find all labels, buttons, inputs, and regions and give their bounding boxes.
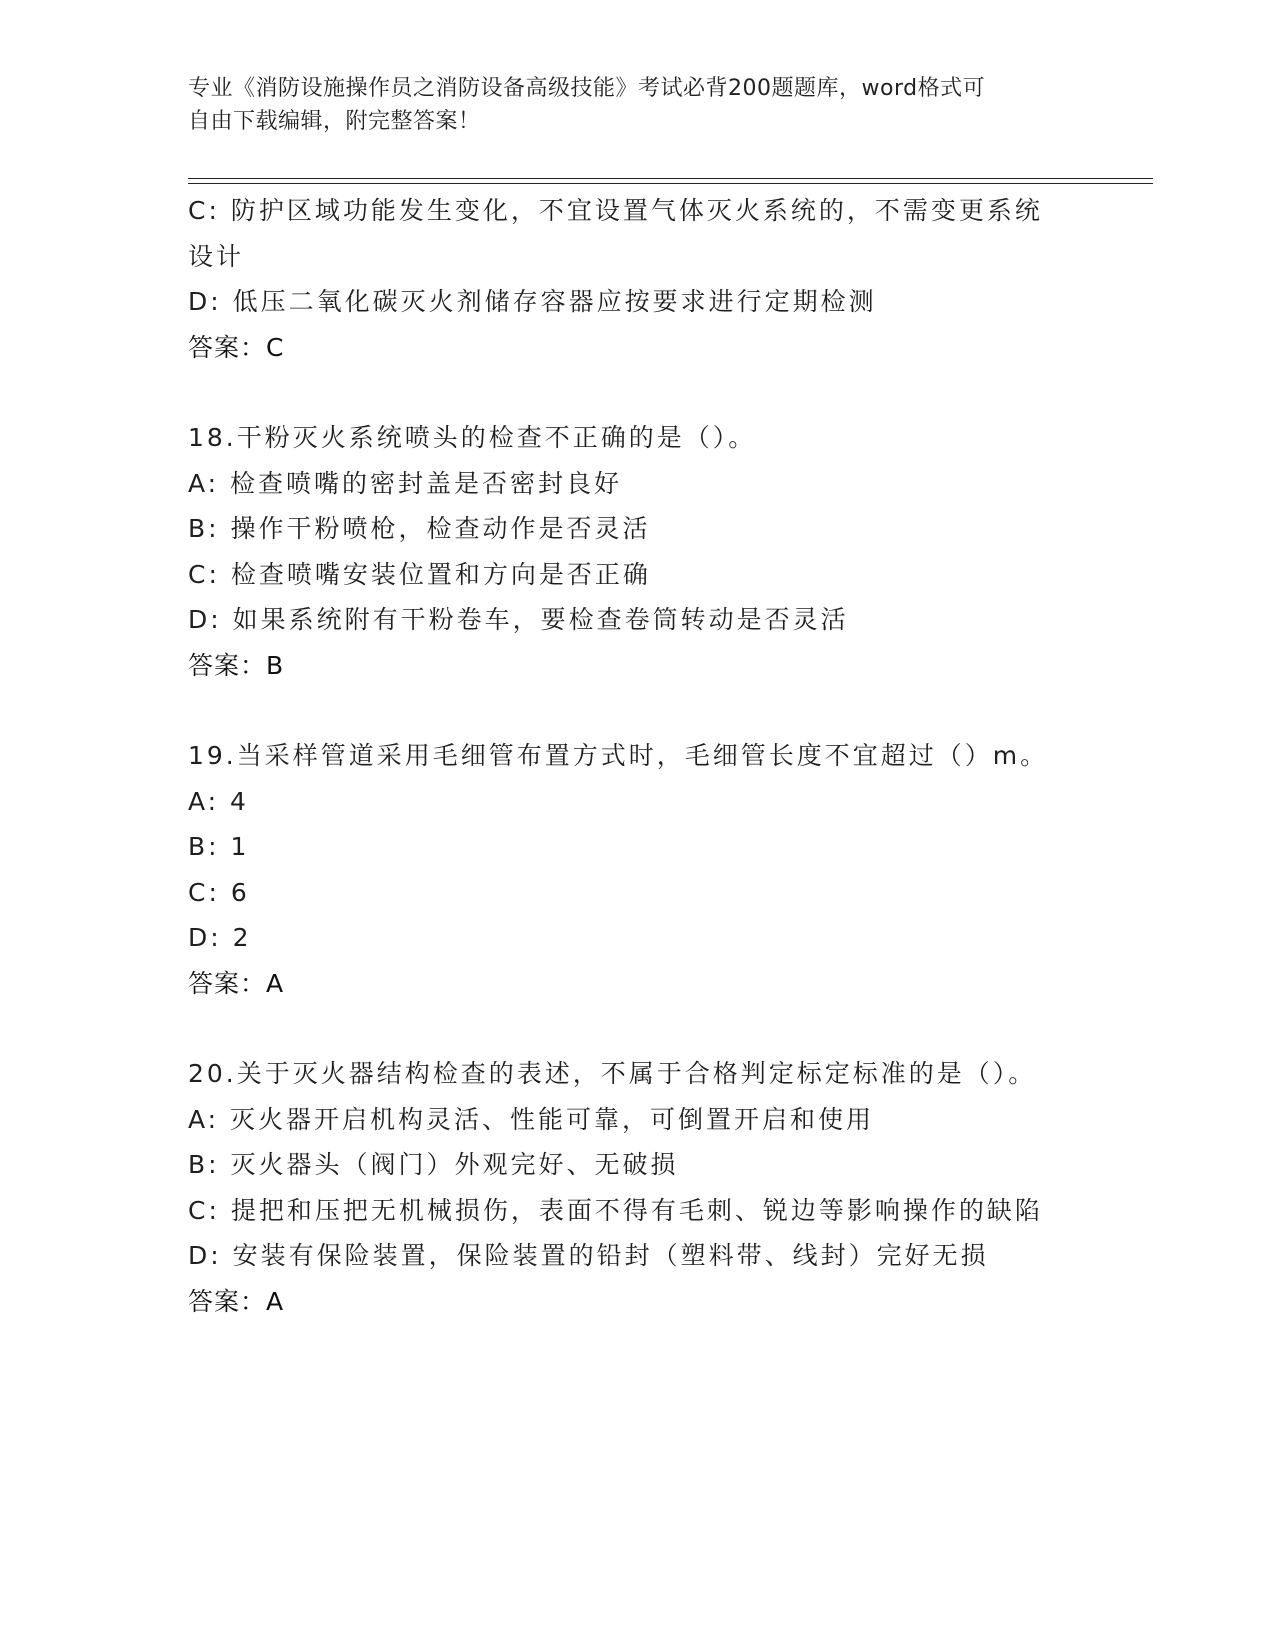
- spacer: [188, 370, 1088, 415]
- question-stem: 20.关于灭火器结构检查的表述，不属于合格判定标定标准的是（）。: [188, 1059, 1037, 1088]
- option-c-continuation: 设计: [188, 241, 245, 271]
- document-header: [188, 72, 1068, 138]
- option-a: A: 灭火器开启机构灵活、性能可靠，可倒置开启和使用: [188, 1104, 875, 1134]
- answer-line: 答案：B: [188, 650, 285, 680]
- answer-line: 答案：C: [188, 332, 285, 362]
- option-d: D: 2: [188, 923, 252, 952]
- option-d: D: 如果系统附有干粉卷车，要检查卷筒转动是否灵活: [188, 605, 849, 634]
- spacer: [188, 1006, 1088, 1051]
- answer-line: 答案：A: [188, 1286, 285, 1316]
- option-c: C: 检查喷嘴安装位置和方向是否正确: [188, 559, 651, 589]
- question-17-continued: [188, 188, 1088, 370]
- option-b: B: 灭火器头（阀门）外观完好、无破损: [188, 1150, 679, 1179]
- header-divider-bottom: [188, 183, 1153, 184]
- question-content: [188, 188, 1088, 1324]
- answer-line: 答案：A: [188, 968, 285, 998]
- question-18: [188, 415, 1088, 688]
- option-c: C: 6: [188, 877, 250, 907]
- option-a: A: 检查喷嘴的密封盖是否密封良好: [188, 468, 623, 498]
- header-line-1: 专业《消防设施操作员之消防设备高级技能》考试必背200题题库，word格式可: [188, 76, 986, 101]
- option-d: D: 安装有保险装置，保险装置的铅封（塑料带、线封）完好无损: [188, 1241, 989, 1270]
- option-b: B: 1: [188, 832, 250, 861]
- option-c: C: 防护区域功能发生变化，不宜设置气体灭火系统的，不需变更系统: [188, 196, 1043, 225]
- question-stem: 18.干粉灭火系统喷头的检查不正确的是（）。: [188, 423, 757, 452]
- option-a: A: 4: [188, 786, 249, 816]
- option-d: D: 低压二氧化碳灭火剂储存容器应按要求进行定期检测: [188, 287, 877, 316]
- header-divider-top: [188, 178, 1153, 179]
- question-20: [188, 1051, 1088, 1324]
- question-19: [188, 733, 1088, 1006]
- header-line-2: 自由下载编辑，附完整答案！: [188, 109, 481, 134]
- option-c: C: 提把和压把无机械损伤，表面不得有毛刺、锐边等影响操作的缺陷: [188, 1195, 1043, 1225]
- spacer: [188, 688, 1088, 733]
- question-stem: 19.当采样管道采用毛细管布置方式时，毛细管长度不宜超过（）m。: [188, 741, 1049, 770]
- option-b: B: 操作干粉喷枪，检查动作是否灵活: [188, 514, 651, 543]
